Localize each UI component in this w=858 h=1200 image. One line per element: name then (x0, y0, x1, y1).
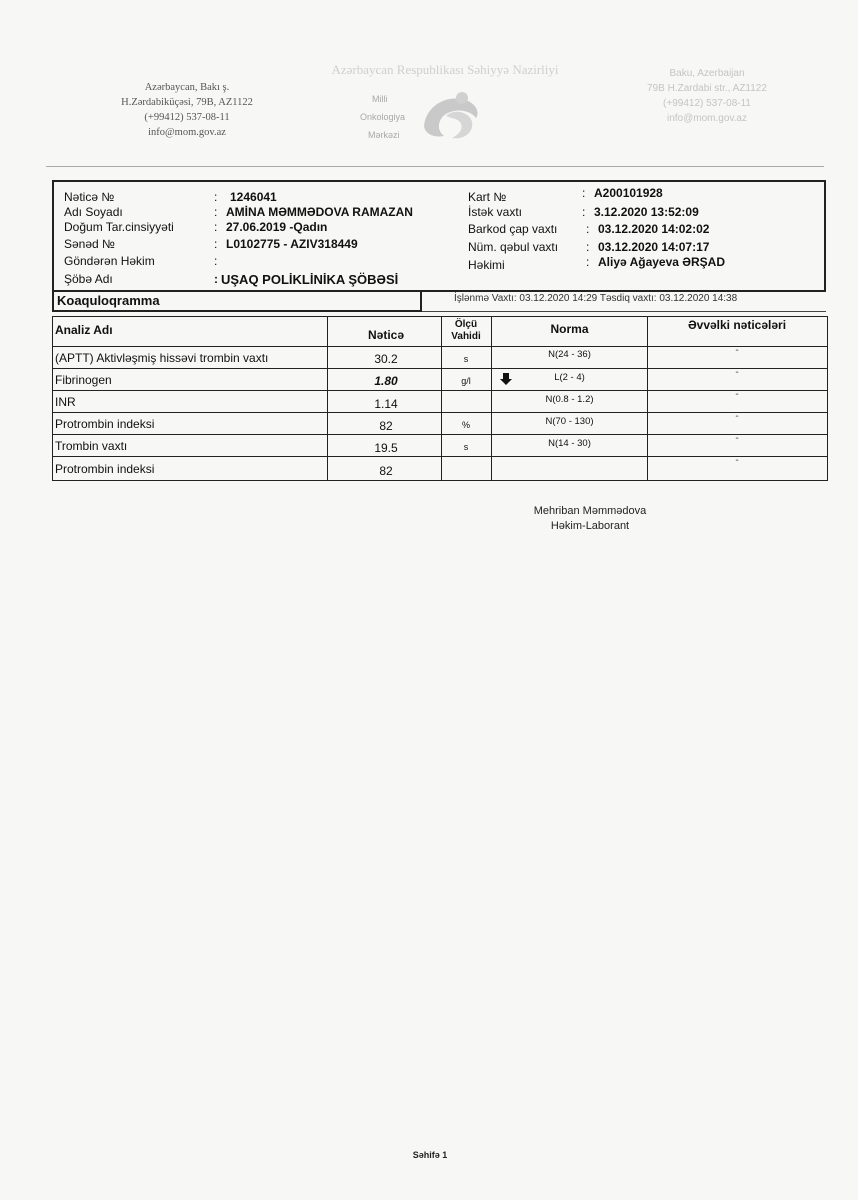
address-line: 79B H.Zardabi str., AZ1122 (647, 83, 767, 94)
processed-time: İşlənmə Vaxtı: 03.12.2020 14:29 (454, 293, 598, 304)
header-norm: Norma (550, 322, 589, 336)
table-row-previous: - (735, 455, 739, 466)
table-row-previous: - (735, 433, 739, 444)
received-time-value: 03.12.2020 14:07:17 (598, 240, 710, 254)
table-row-name: INR (55, 395, 76, 409)
letterhead-address-en (622, 66, 792, 126)
address-line: Baku, Azerbaijan (669, 68, 745, 79)
page-number: Səhifə 1 (412, 1150, 448, 1160)
birth-label: Doğum Tar.cinsiyyəti (64, 220, 174, 234)
table-row-name: Protrombin indeksi (55, 462, 155, 476)
logo-word: Milli (372, 94, 388, 104)
patient-name-value: AMİNA MƏMMƏDOVA RAMAZAN (226, 205, 413, 219)
address-line: H.Zərdabiküçəsi, 79B, AZ1122 (121, 97, 253, 108)
table-row-unit: % (461, 420, 470, 430)
results-table (52, 316, 828, 481)
table-row-result: 19.5 (374, 441, 398, 455)
email-line: info@mom.gov.az (148, 127, 226, 138)
center-logo (360, 84, 550, 162)
barcode-time-value: 03.12.2020 14:02:02 (598, 222, 710, 236)
logo-word: Onkologiya (360, 112, 406, 122)
header-analysis-name: Analiz Adı (55, 323, 113, 337)
doctor-label: Həkimi (468, 258, 505, 272)
email-line: info@mom.gov.az (667, 113, 747, 124)
referrer-label: Göndərən Həkim (64, 254, 155, 268)
header-previous: Əvvəlki nəticələri (687, 318, 787, 332)
table-row-norm: N(24 - 36) (548, 349, 591, 360)
header-result: Nəticə (367, 328, 405, 342)
patient-info-box: Nəticə № : 1246041 Adı Soyadı : AMİNA MƏMMƏDOVA RAMAZAN Doğum Tar.cinsiyyəti : 27.06.2019 -Qadın Sənəd № : L0102775 - AZIV318449 Göndərən Həkim : Şöbə Adı : UŞAQ POLİKLİNİKA ŞÖBƏSİ Kart № : A200101928 İstək vaxtı : 3.12.2020 13:52:09 Barkod çap vaxtı : 03.12.2020 14:02:02 Nüm. qəbul vaxtı : 03.12.2020 14:07:17 Həkimi : Aliyə Ağayeva ƏRŞAD (52, 180, 826, 292)
request-time-value: 3.12.2020 13:52:09 (594, 205, 699, 219)
table-row-norm: L(2 - 4) (554, 372, 585, 383)
signer-name: Mehriban Məmmədova (533, 505, 647, 517)
letterhead-ministry: Azərbaycan Respublikası Səhiyyə Nazirliyi (331, 62, 559, 77)
table-row-result: 82 (379, 419, 393, 433)
name-label: Adı Soyadı (64, 205, 123, 219)
birth-value: 27.06.2019 -Qadın (226, 220, 328, 234)
table-row-result: 1.14 (374, 397, 398, 411)
section-underline (422, 311, 826, 312)
card-value: A200101928 (594, 186, 663, 200)
section-times (454, 293, 737, 304)
table-row-previous: - (735, 367, 739, 378)
table-row-name: (APTT) Aktivləşmiş hissəvi trombin vaxtı (55, 351, 269, 365)
phone-line: (+99412) 537-08-11 (663, 98, 751, 109)
table-row-previous: - (735, 345, 739, 356)
received-time-label: Nüm. qəbul vaxtı (468, 240, 559, 254)
doctor-value: Aliyə Ağayeva ƏRŞAD (598, 255, 725, 269)
hands-logo-icon (416, 86, 486, 152)
table-row-result: 30.2 (374, 352, 398, 366)
table-row-result: 1.80 (374, 374, 398, 388)
request-time-label: İstək vaxtı (468, 205, 523, 219)
table-row-unit: s (463, 354, 469, 364)
table-row-unit: g/l (461, 376, 471, 386)
table-row-unit: s (463, 442, 469, 452)
result-number-value: 1246041 (230, 190, 277, 204)
table-row-name: Fibrinogen (55, 373, 112, 387)
logo-word: Mərkəzi (368, 130, 400, 140)
table-row-name: Protrombin indeksi (55, 417, 155, 431)
table-row-result: 82 (379, 464, 393, 478)
department-value: UŞAQ POLİKLİNİKA ŞÖBƏSİ (221, 272, 399, 287)
letterhead-address (92, 80, 282, 140)
signer-title: Həkim-Laborant (550, 520, 630, 532)
table-row-norm: N(0.8 - 1.2) (545, 394, 594, 405)
section-title: Koaquloqramma (52, 291, 422, 312)
table-row-norm: N(70 - 130) (545, 416, 594, 427)
table-row-norm: N(14 - 30) (548, 438, 591, 449)
document-label: Sənəd № (64, 237, 115, 251)
result-number-label: Nəticə № (64, 190, 115, 204)
signature-block (480, 504, 700, 534)
department-label: Şöbə Adı (64, 272, 113, 286)
header-unit: Ölçü Vahidi (451, 319, 481, 342)
approved-time: Təsdiq vaxtı: 03.12.2020 14:38 (599, 293, 738, 304)
document-value: L0102775 - AZIV318449 (226, 237, 358, 251)
table-row-name: Trombin vaxtı (55, 439, 128, 453)
barcode-time-label: Barkod çap vaxtı (468, 222, 558, 236)
phone-line: (+99412) 537-08-11 (144, 112, 230, 123)
header-divider (46, 166, 824, 167)
table-row-previous: - (735, 389, 739, 400)
table-row-previous: - (735, 411, 739, 422)
card-label: Kart № (468, 190, 507, 204)
address-line: Azərbaycan, Bakı ş. (144, 82, 230, 93)
